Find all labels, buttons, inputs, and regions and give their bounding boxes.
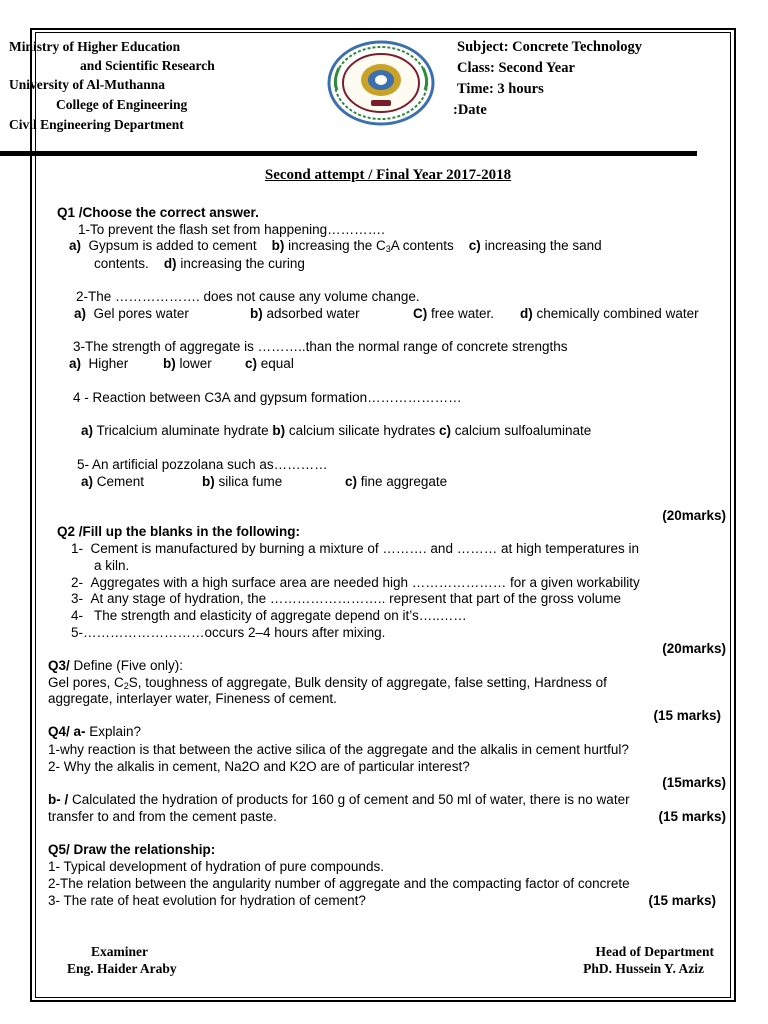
q5-marks: (15 marks) [648, 893, 716, 908]
q1-2-option-c: C) free water. [413, 306, 495, 321]
department-line: Civil Engineering Department [9, 117, 184, 132]
q4a-marks: (15marks) [662, 775, 726, 790]
q1-2-stem: 2-The ………………. does not cause any volume change. [76, 289, 420, 304]
ministry-line-2: and Scientific Research [80, 58, 215, 73]
q1-2-option-b: b) adsorbed water [250, 306, 360, 321]
date-line: :Date [453, 102, 487, 118]
q4b-line-1: b- / Calculated the hydration of products for 160 g of cement and 50 ml of water, there is no water [48, 792, 630, 807]
header-divider [0, 151, 697, 156]
q1-4-stem: 4 - Reaction between C3A and gypsum formation………………… [73, 390, 462, 405]
q4b-line-2: transfer to and from the cement paste. [48, 809, 277, 824]
q1-5-option-c: c) fine aggregate [345, 474, 448, 489]
q2-item-5: 5-………………………occurs 2–4 hours after mixing. [71, 625, 386, 640]
q1-4-options: a) Tricalcium aluminate hydrate b) calcium silicate hydrates c) calcium sulfoaluminate [81, 423, 592, 438]
q1-2-options: a) Gel pores water [74, 306, 189, 321]
q2-item-1: 1- Cement is manufactured by burning a mixture of ………. and ……… at high temperatures in [71, 541, 640, 556]
q1-5-option-a: a) Cement [81, 474, 145, 489]
head-of-department-name: PhD. Hussein Y. Aziz [583, 961, 704, 976]
time-line: Time: 3 hours [457, 81, 544, 97]
q2-item-4: 4- The strength and elasticity of aggregate depend on it’s…..…… [71, 608, 467, 623]
college-line: College of Engineering [56, 97, 188, 112]
q5-line-1: 1- Typical development of hydration of pure compounds. [48, 859, 384, 874]
subject-line: Subject: Concrete Technology [457, 39, 643, 55]
q1-heading: Q1 /Choose the correct answer. [57, 205, 259, 220]
q1-3-option-b: b) lower [163, 356, 212, 371]
q3-line-2: aggregate, interlayer water, Fineness of cement. [48, 691, 337, 706]
examiner-name: Eng. Haider Araby [67, 961, 177, 976]
q2-heading: Q2 /Fill up the blanks in the following: [57, 524, 300, 539]
q1-5-option-b: b) silica fume [202, 474, 283, 489]
q2-item-3: 3- At any stage of hydration, the …………………….. represent that part of the gross volume [71, 591, 622, 606]
university-line: University of Al-Muthanna [9, 77, 166, 92]
q1-marks: (20marks) [662, 508, 726, 523]
q1-1-options: a) Gypsum is added to cement b) increasing the $C_3A$ contents c) increasing the sand [69, 238, 602, 254]
q1-1-options-cont: contents. d) increasing the curing [94, 256, 305, 271]
q3-marks: (15 marks) [653, 708, 721, 723]
q5-line-3: 3- The rate of heat evolution for hydration of cement? [48, 893, 366, 908]
examiner-title: Examiner [91, 944, 148, 959]
q5-heading: Q5/ Draw the relationship: [48, 842, 216, 857]
q1-3-option-c: c) equal [245, 356, 294, 371]
q2-marks: (20marks) [662, 641, 726, 656]
q3-line-1: Gel pores, $C_2S$, toughness of aggregate, Bulk density of aggregate, false setting, Hardness of [48, 675, 607, 691]
q4-line-1: 1-why reaction is that between the active silica of the aggregate and the alkalis in cement hurtful? [48, 742, 629, 757]
q1-1-stem: 1-To prevent the flash set from happening…………. [78, 222, 385, 237]
ministry-line-1: Ministry of Higher Education [9, 39, 181, 54]
head-of-department-title: Head of Department [595, 944, 714, 959]
exam-title: Second attempt / Final Year 2017-2018 [264, 167, 512, 183]
q2-item-2: 2- Aggregates with a high surface area are needed high ………………… for a given workability [71, 575, 640, 590]
q1-3-stem: 3-The strength of aggregate is ………..than the normal range of concrete strengths [73, 339, 568, 354]
class-line: Class: Second Year [457, 60, 575, 76]
university-seal-icon [327, 40, 435, 126]
q5-line-2: 2-The relation between the angularity number of aggregate and the compacting factor of concrete [48, 876, 630, 891]
q4b-marks: (15 marks) [658, 809, 726, 824]
q1-5-stem: 5- An artificial pozzolana such as………… [77, 457, 328, 472]
q4-line-2: 2- Why the alkalis in cement, Na2O and K2O are of particular interest? [48, 759, 470, 774]
q4-heading: Q4/ a- Explain? [48, 724, 142, 739]
q1-2-option-d: d) chemically combined water [520, 306, 699, 321]
q2-item-1-cont: a kiln. [94, 558, 130, 573]
q1-3-options: a) Higher [69, 356, 129, 371]
q3-heading: Q3/ Define (Five only): [48, 658, 184, 673]
